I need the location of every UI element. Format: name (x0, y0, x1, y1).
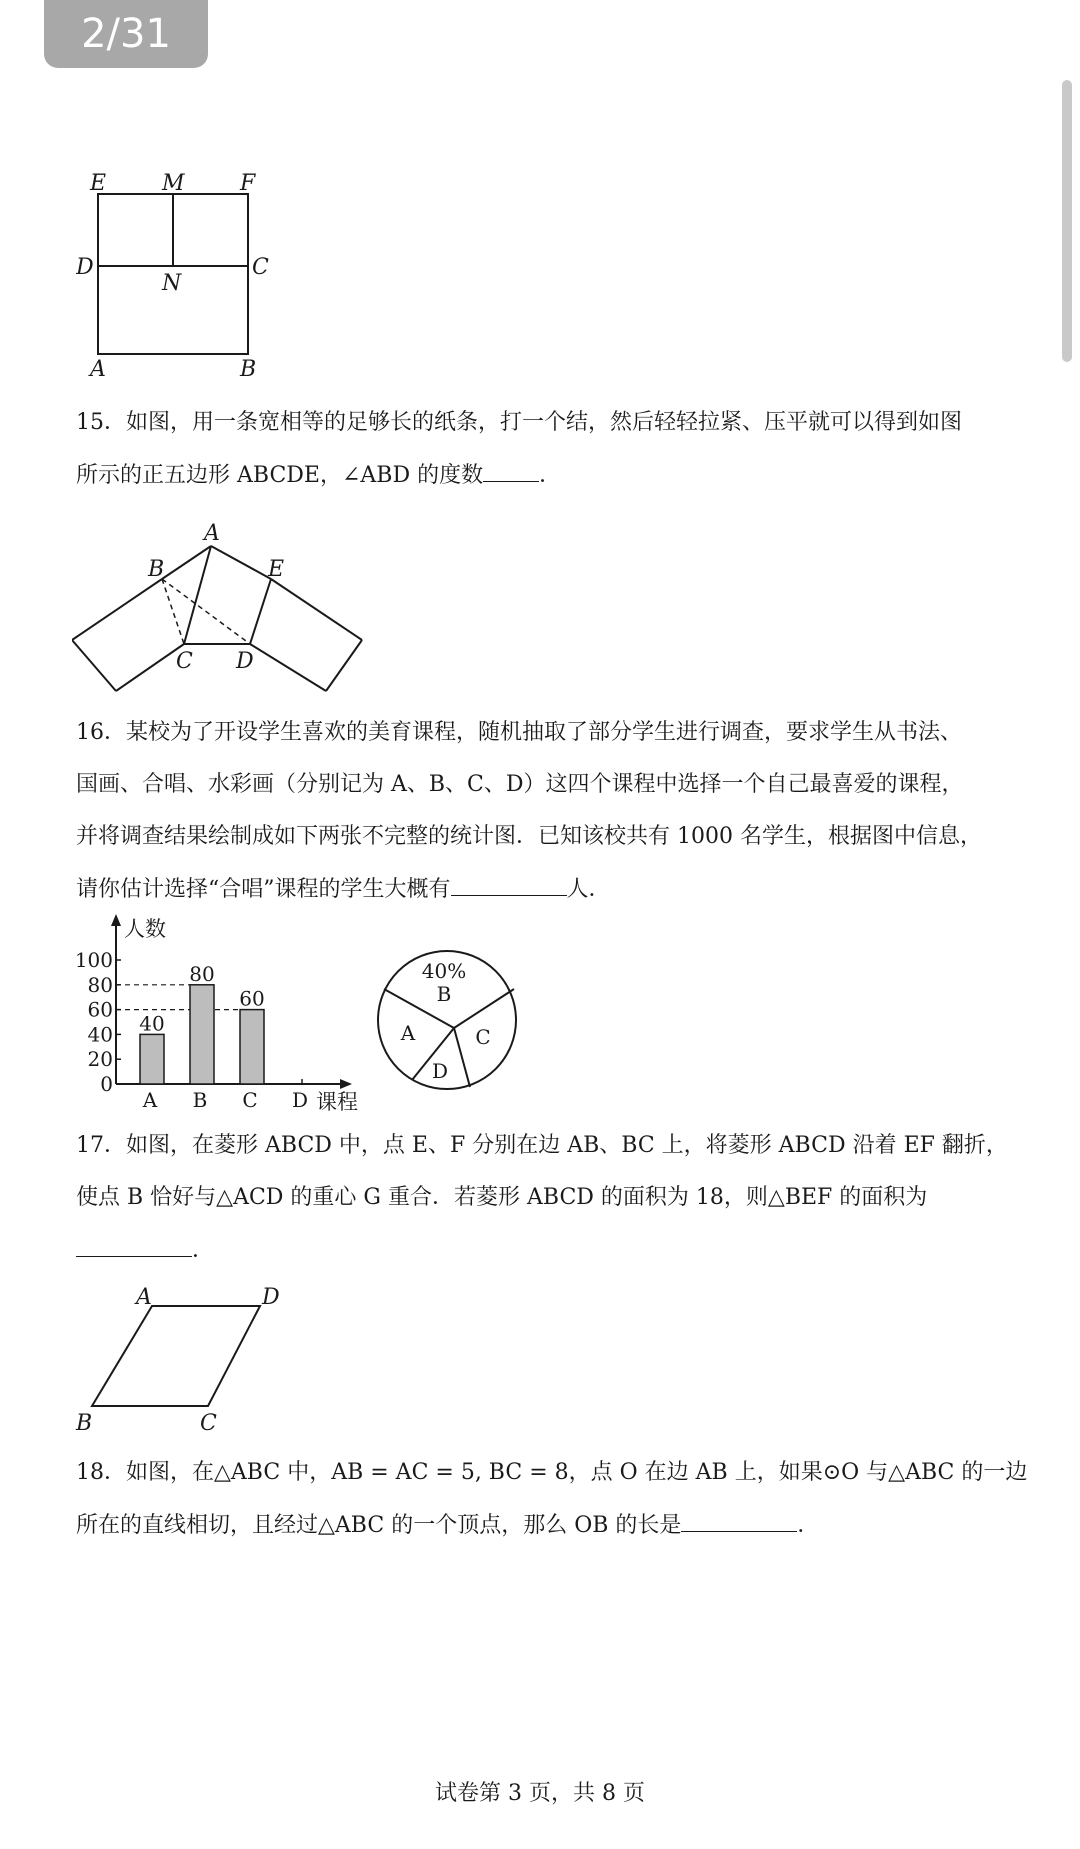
bar-c (240, 1010, 264, 1084)
answer-blank[interactable] (681, 1499, 797, 1532)
q17-line-1: 17．如图，在菱形 ABCD 中，点 E、F 分别在边 AB、BC 上，将菱形 ABCD 沿着 EF 翻折， (76, 1133, 1008, 1158)
fig15-label-b: B (148, 557, 165, 582)
fig14-label-f: F (240, 171, 256, 196)
figure-q17 (72, 1282, 292, 1432)
data-label: 60 (239, 986, 265, 1011)
y-tick-label: 60 (87, 997, 113, 1022)
q16-line-1: 16．某校为了开设学生喜欢的美育课程，随机抽取了部分学生进行调查，要求学生从书法、 (76, 720, 962, 745)
fig14-label-e: E (90, 171, 107, 196)
q17-line-3: ． (76, 1224, 1011, 1277)
q17-line-2: 使点 B 恰好与△ACD 的重心 G 重合．若菱形 ABCD 的面积为 18，则△BEF 的面积为 (76, 1185, 928, 1210)
answer-blank[interactable] (451, 863, 567, 896)
fig15-label-e: E (268, 557, 285, 582)
question-17 (76, 1120, 1011, 1277)
y-tick-label: 40 (87, 1022, 113, 1047)
pie-chart (372, 945, 522, 1095)
fig17-label-d: D (262, 1285, 280, 1310)
scrollbar[interactable] (1062, 80, 1072, 362)
q16-line-4: 请你估计选择“合唱”课程的学生大概有 人． (76, 863, 1011, 916)
y-tick-label: 100 (74, 948, 113, 972)
fig17-label-c: C (200, 1411, 217, 1432)
question-15 (76, 397, 1011, 502)
bar-b (190, 985, 214, 1084)
fig14-label-n: N (162, 271, 182, 296)
fig14-label-d: D (76, 255, 94, 280)
page-counter: 2/31 (44, 0, 208, 68)
data-label: 40 (139, 1011, 165, 1036)
bar-a (140, 1034, 164, 1084)
slice-label-d: D (431, 1059, 449, 1083)
answer-blank[interactable] (483, 449, 539, 482)
q15-line-1: 15．如图，用一条宽相等的足够长的纸条，打一个结，然后轻轻拉紧、压平就可以得到如图 (76, 410, 962, 435)
y-tick-label: 0 (100, 1072, 113, 1096)
fig17-label-b: B (76, 1411, 93, 1432)
slice-label-c: C (475, 1025, 491, 1049)
q15-line-2: 所示的正五边形 ABCDE，∠ABD 的度数 ． (76, 449, 1011, 502)
y-tick-label: 20 (87, 1047, 113, 1072)
fig14-label-b: B (240, 357, 257, 378)
page-footer: 试卷第 3 页，共 8 页 (435, 1781, 645, 1806)
question-16 (76, 707, 1011, 916)
q18-line-2: 所在的直线相切，且经过△ABC 的一个顶点，那么 OB 的长是 ． (76, 1499, 1011, 1552)
bar-chart (70, 912, 370, 1112)
q18-line-1: 18．如图，在△ABC 中，AB = AC = 5, BC = 8，点 O 在边 AB 上，如果⊙O 与△ABC 的一边 (76, 1460, 1028, 1485)
category-label: A (142, 1088, 158, 1112)
x-axis-arrow (340, 1079, 352, 1089)
fig15-label-c: C (176, 649, 193, 674)
figure-q15 (72, 518, 372, 693)
y-axis-label: 人数 (124, 917, 166, 941)
category-label: D (291, 1088, 309, 1112)
q16-line-3: 并将调查结果绘制成如下两张不完整的统计图．已知该校共有 1000 名学生，根据图中信息， (76, 824, 982, 849)
category-label: B (192, 1088, 208, 1112)
slice-label-a: A (400, 1021, 416, 1045)
fig14-label-c: C (252, 255, 269, 280)
fig15-label-a: A (204, 521, 220, 546)
data-label: 80 (189, 961, 215, 986)
slice-label-b: B (436, 982, 452, 1006)
q16-line-2: 国画、合唱、水彩画（分别记为 A、B、C、D）这四个课程中选择一个自己最喜爱的课程， (76, 772, 964, 797)
x-axis-label: 课程 (316, 1090, 358, 1112)
slice-divider (454, 989, 514, 1028)
category-label: C (242, 1088, 258, 1112)
slice-b-percent: 40% (421, 959, 467, 983)
y-tick-label: 80 (87, 972, 113, 997)
slice-divider (454, 1028, 470, 1087)
fig14-label-a: A (90, 357, 106, 378)
figure-q14 (76, 168, 296, 378)
fig15-label-d: D (236, 649, 254, 674)
fig14-label-m: M (162, 171, 185, 196)
y-axis-arrow (111, 914, 121, 926)
question-18 (76, 1447, 1028, 1552)
fig17-label-a: A (136, 1285, 152, 1310)
answer-blank[interactable] (76, 1224, 192, 1257)
